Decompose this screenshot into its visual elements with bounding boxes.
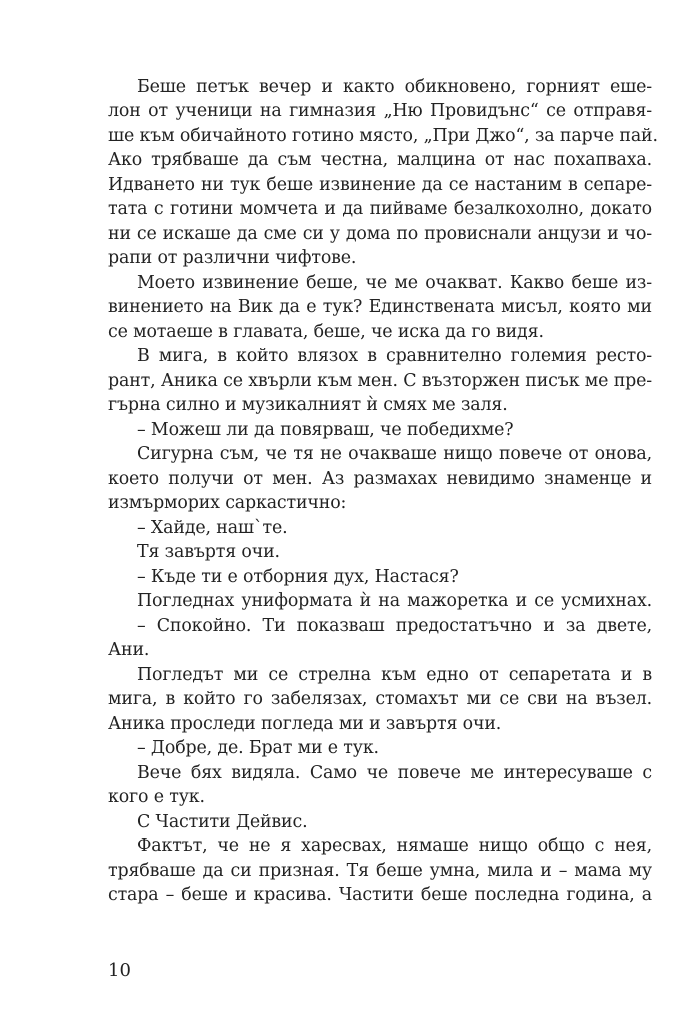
text-line: – Можеш ли да повярваш, че победихме? — [137, 420, 514, 440]
text-line: – Къде ти е отборния дух, Настася? — [137, 567, 459, 587]
text-line: мига, в който го забелязах, стомахът ми се сви на възел. — [108, 689, 652, 709]
text-line: Фактът, че не я харесвах, нямаше нищо общо с нея, — [137, 836, 652, 856]
text-line: тата с готини момчета и да пийваме безалкохолно, докато — [108, 199, 652, 219]
text-line: Идването ни тук беше извинение да се настаним в сепаре- — [108, 175, 652, 195]
text-line: Тя завъртя очи. — [137, 542, 280, 562]
text-line: Сигурна съм, че тя не очакваше нищо повече от онова, — [137, 444, 652, 464]
text-line: измърморих саркастично: — [108, 493, 347, 513]
text-line: Вече бях видяла. Само че повече ме интересуваше с — [137, 763, 652, 783]
text-line: Погледът ми се стрелна към едно от сепаретата и в — [137, 665, 652, 685]
text-line: Моето извинение беше, че ме очакват. Какво беше из- — [137, 273, 652, 293]
text-line: – Хайде, наш`те. — [137, 518, 288, 538]
text-line: кого е тук. — [108, 787, 205, 807]
text-line: Ако трябваше да съм честна, малцина от нас похапваха. — [108, 150, 652, 170]
text-line: Аника проследи погледа ми и завъртя очи. — [108, 714, 502, 734]
text-line: гърна силно и музикалният ѝ смях ме заля. — [108, 395, 508, 415]
text-line: – Добре, де. Брат ми е тук. — [137, 738, 379, 758]
text-line: се мотаеше в главата, беше, че искa да го видя. — [108, 322, 544, 342]
text-line: което получи от мен. Аз размахах невидимо знаменце и — [108, 469, 652, 489]
text-line: Ани. — [108, 640, 150, 660]
text-line: Беше петък вечер и както обикновено, горният еше- — [137, 77, 652, 97]
page-number: 10 — [108, 960, 131, 981]
text-line: трябваше да си призная. Тя беше умна, мила и – мама му — [108, 861, 652, 881]
text-line: рант, Аника се хвърли към мен. С възторжен писък ме пре- — [108, 371, 652, 391]
text-line: ше към обичайното готино място, „При Джо“, за парче пай. — [108, 126, 658, 146]
text-line: стара – беше и красива. Частити беше последна година, а — [108, 885, 652, 905]
text-line: Погледнах униформата ѝ на мажоретка и се усмихнах. — [137, 591, 652, 611]
text-line: рапи от различни чифтове. — [108, 248, 357, 268]
text-line: ни се искаше да сме си у дома по провиснали анцузи и чо- — [108, 224, 652, 244]
text-line: С Частити Дейвис. — [137, 812, 308, 832]
text-line: В мига, в който влязох в сравнително големия ресто- — [137, 346, 652, 366]
text-line: лон от ученици на гимназия „Ню Провидънс“ се отправя- — [108, 101, 652, 121]
text-line: винението на Вик да е тук? Единствената мисъл, която ми — [108, 297, 652, 317]
text-line: – Спокойно. Ти показваш предостатъчно и за двете, — [137, 616, 652, 636]
